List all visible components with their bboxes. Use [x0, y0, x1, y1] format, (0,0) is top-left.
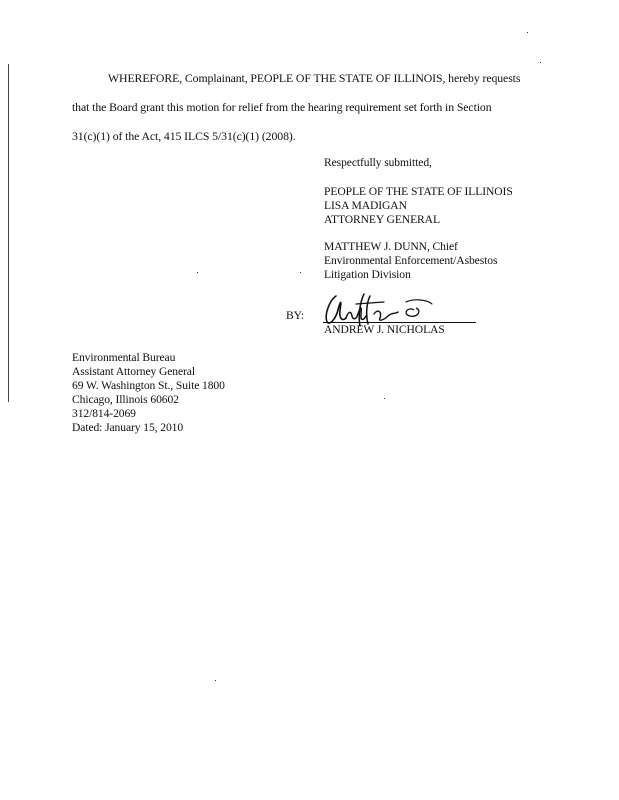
- body-line-2: that the Board grant this motion for relief from the hearing requirement set forth in Section: [72, 100, 492, 114]
- dated: Dated: January 15, 2010: [72, 421, 184, 434]
- scan-speck: [300, 272, 301, 273]
- signer-name: ANDREW J. NICHOLAS: [324, 323, 445, 336]
- scan-speck: [197, 272, 198, 273]
- division-line-2: Litigation Division: [324, 268, 411, 281]
- by-label: BY:: [286, 309, 304, 322]
- chief-name: MATTHEW J. DUNN, Chief: [324, 240, 458, 253]
- address-line-3: 69 W. Washington St., Suite 1800: [72, 379, 225, 392]
- address-line-1: Environmental Bureau: [72, 351, 176, 364]
- attorney-name: LISA MADIGAN: [324, 199, 407, 212]
- attorney-title: ATTORNEY GENERAL: [324, 213, 440, 226]
- scan-speck: [540, 62, 541, 63]
- left-margin-rule: [8, 64, 9, 402]
- body-line-1: WHEREFORE, Complainant, PEOPLE OF THE STATE OF ILLINOIS, hereby requests: [108, 71, 521, 85]
- scan-speck: [384, 398, 385, 399]
- scan-speck: [215, 680, 216, 681]
- division-line-1: Environmental Enforcement/Asbestos: [324, 254, 498, 267]
- address-line-2: Assistant Attorney General: [72, 365, 195, 378]
- party-name: PEOPLE OF THE STATE OF ILLINOIS: [324, 185, 513, 198]
- address-line-4: Chicago, Illinois 60602: [72, 393, 179, 406]
- closing: Respectfully submitted,: [324, 156, 432, 169]
- scan-speck: [527, 32, 528, 33]
- address-phone: 312/814-2069: [72, 407, 136, 420]
- body-line-3: 31(c)(1) of the Act, 415 ILCS 5/31(c)(1) (2008).: [72, 129, 296, 143]
